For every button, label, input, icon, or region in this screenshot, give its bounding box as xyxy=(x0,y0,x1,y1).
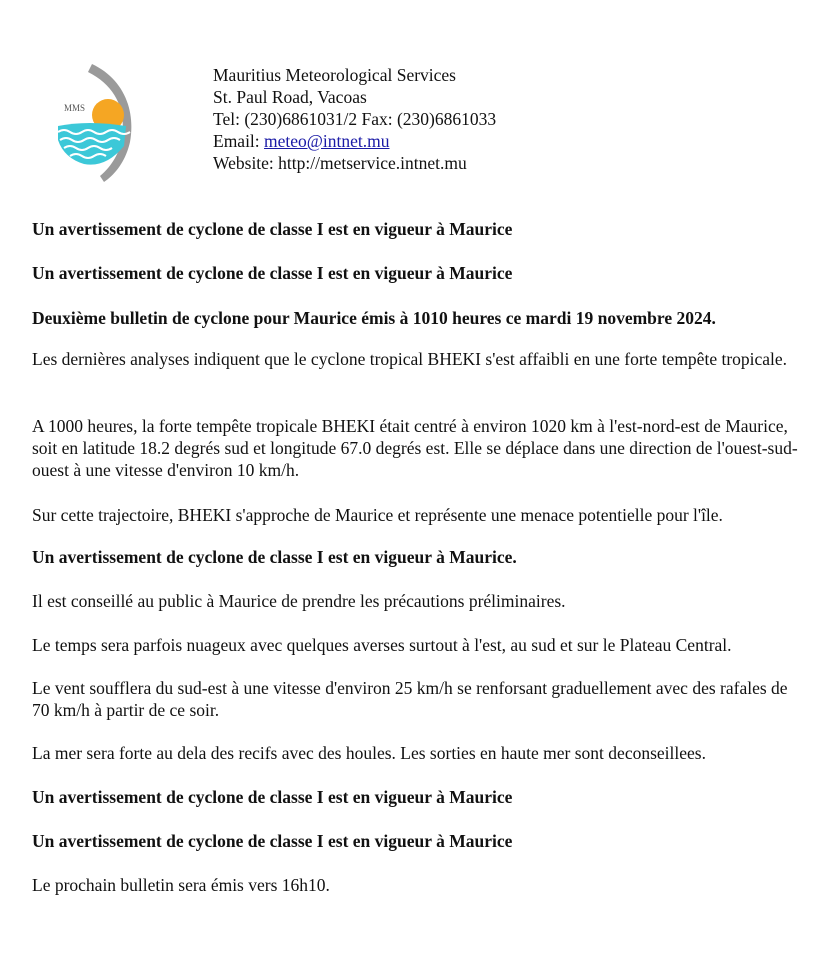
org-name: Mauritius Meteorological Services xyxy=(213,65,456,85)
org-tel-fax: Tel: (230)6861031/2 Fax: (230)6861033 xyxy=(213,109,497,129)
email-link[interactable]: meteo@intnet.mu xyxy=(264,131,390,151)
org-email-line xyxy=(213,130,496,152)
paragraph-sea: La mer sera forte au dela des recifs avec des houles. Les sorties en haute mer sont deconseillees. xyxy=(32,743,706,763)
mms-logo-icon xyxy=(50,60,140,186)
warning-heading: Un avertissement de cyclone de classe I est en vigueur à Maurice xyxy=(32,831,513,851)
paragraph-wind: Le vent soufflera du sud-est à une vitesse d'environ 25 km/h se renforsant graduellement avec des rafales de 70 km/h à partir de ce soir. xyxy=(32,678,788,720)
email-label: Email: xyxy=(213,131,265,151)
paragraph-trajectory: Sur cette trajectoire, BHEKI s'approche de Maurice et représente une menace potentielle pour l'île. xyxy=(32,505,723,525)
paragraph-position: A 1000 heures, la forte tempête tropicale BHEKI était centré à environ 1020 km à l'est-nord-est de Maurice, soit en latitude 18.2 degrés sud et longitude 67.0 degrés est. Elle se déplace dans une direction de l'ouest-sud-ouest à une vitesse d'environ 10 km/h. xyxy=(32,416,798,480)
paragraph-weather: Le temps sera parfois nuageux avec quelques averses surtout à l'est, au sud et sur le Plateau Central. xyxy=(32,635,732,655)
warning-heading: Un avertissement de cyclone de classe I est en vigueur à Maurice xyxy=(32,263,513,283)
org-website: Website: http://metservice.intnet.mu xyxy=(213,153,467,173)
bulletin-title: Deuxième bulletin de cyclone pour Maurice émis à 1010 heures ce mardi 19 novembre 2024. xyxy=(32,308,716,328)
paragraph-analysis: Les dernières analyses indiquent que le cyclone tropical BHEKI s'est affaibli en une forte tempête tropicale. xyxy=(32,349,788,369)
paragraph-advice: Il est conseillé au public à Maurice de prendre les précautions préliminaires. xyxy=(32,591,566,611)
org-address: St. Paul Road, Vacoas xyxy=(213,87,367,107)
warning-heading: Un avertissement de cyclone de classe I est en vigueur à Maurice xyxy=(32,219,513,239)
logo-text: MMS xyxy=(64,103,86,113)
header-contact-block xyxy=(213,64,496,174)
mms-logo xyxy=(50,60,140,186)
warning-heading: Un avertissement de cyclone de classe I est en vigueur à Maurice. xyxy=(32,547,517,567)
warning-heading: Un avertissement de cyclone de classe I est en vigueur à Maurice xyxy=(32,787,513,807)
next-bulletin-note: Le prochain bulletin sera émis vers 16h10. xyxy=(32,875,330,895)
